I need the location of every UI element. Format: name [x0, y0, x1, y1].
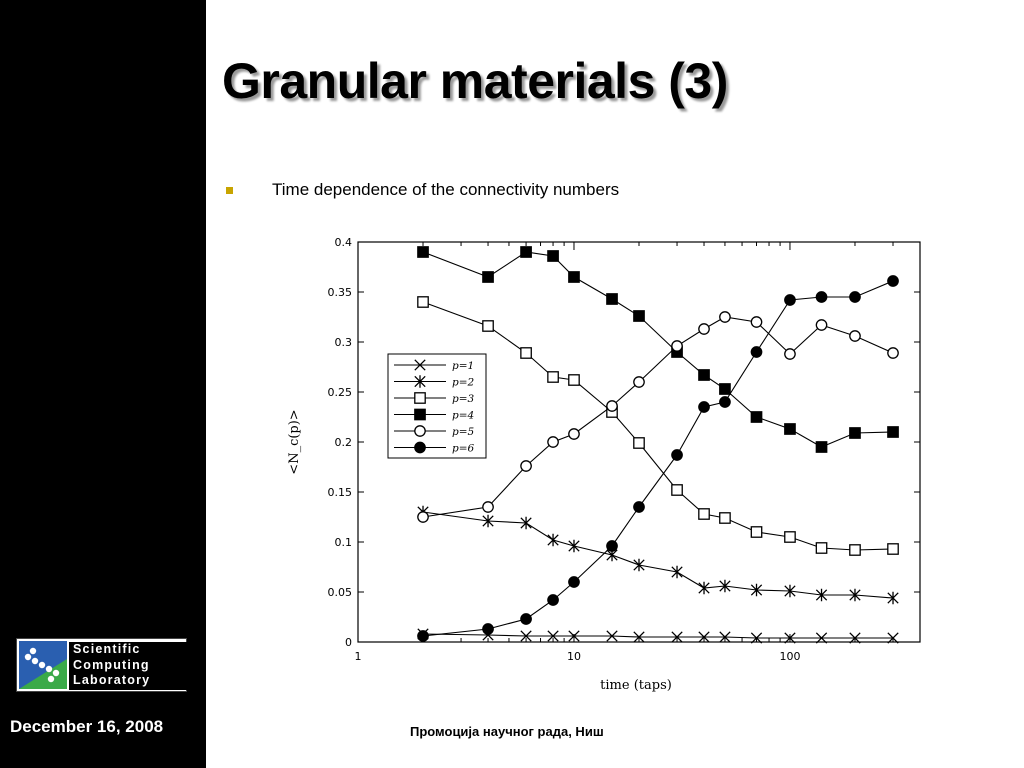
data-point-p=6 [888, 276, 898, 286]
logo-line-3: Laboratory [73, 673, 151, 687]
data-point-p=3 [720, 513, 730, 523]
data-point-p=4 [418, 247, 428, 257]
data-point-p=4 [720, 384, 730, 394]
y-tick-label: 0.3 [334, 336, 352, 349]
data-point-p=5 [699, 324, 709, 334]
data-point-p=5 [816, 320, 826, 330]
data-point-p=3 [418, 297, 428, 307]
legend-marker-p=5 [415, 426, 425, 436]
data-point-p=3 [569, 375, 579, 385]
x-axis-label: time (taps) [600, 678, 672, 693]
data-point-p=3 [483, 321, 493, 331]
data-point-p=5 [569, 429, 579, 439]
data-point-p=5 [483, 502, 493, 512]
legend-marker-p=4 [415, 409, 425, 419]
x-tick-label: 1 [354, 650, 362, 663]
data-point-p=4 [699, 370, 709, 380]
data-point-p=6 [699, 402, 709, 412]
y-tick-label: 0.1 [334, 536, 352, 549]
data-point-p=4 [483, 272, 493, 282]
data-point-p=6 [751, 347, 761, 357]
data-point-p=6 [548, 595, 558, 605]
slide-footer: Промоција научног рада, Ниш [410, 724, 604, 739]
data-point-p=5 [521, 461, 531, 471]
y-tick-label: 0.4 [334, 236, 352, 249]
data-point-p=3 [634, 438, 644, 448]
data-point-p=4 [569, 272, 579, 282]
data-point-p=6 [850, 292, 860, 302]
data-point-p=6 [483, 624, 493, 634]
slide-title: Granular materials (3) [222, 53, 728, 109]
slide-date: December 16, 2008 [10, 717, 164, 736]
data-point-p=3 [751, 527, 761, 537]
data-point-p=6 [785, 295, 795, 305]
data-point-p=4 [888, 427, 898, 437]
x-tick-label: 100 [779, 650, 801, 663]
y-tick-label: 0.35 [327, 286, 352, 299]
x-tick-label: 10 [566, 650, 581, 663]
data-point-p=6 [521, 614, 531, 624]
data-point-p=3 [850, 545, 860, 555]
y-axis-label: <N_c(p)> [287, 409, 302, 475]
chart-legend [388, 354, 486, 458]
data-point-p=3 [816, 543, 826, 553]
y-tick-label: 0.05 [327, 586, 352, 599]
data-point-p=4 [850, 428, 860, 438]
data-point-p=6 [720, 397, 730, 407]
data-point-p=5 [850, 331, 860, 341]
y-tick-label: 0 [345, 636, 352, 649]
data-point-p=5 [607, 401, 617, 411]
data-point-p=4 [607, 294, 617, 304]
legend-label: p=5 [452, 426, 475, 438]
bullet-marker-icon [226, 187, 233, 194]
legend-marker-p=3 [415, 393, 425, 403]
logo-text [69, 642, 187, 690]
data-point-p=4 [785, 424, 795, 434]
data-point-p=6 [569, 577, 579, 587]
connectivity-chart [287, 228, 944, 696]
data-point-p=5 [672, 341, 682, 351]
lab-logo [16, 638, 187, 692]
data-point-p=6 [607, 541, 617, 551]
y-tick-label: 0.15 [327, 486, 352, 499]
bullet-text: Time dependence of the connectivity numbers [272, 180, 620, 199]
y-tick-label: 0.25 [327, 386, 352, 399]
data-point-p=4 [751, 412, 761, 422]
data-point-p=5 [418, 512, 428, 522]
data-point-p=3 [521, 348, 531, 358]
data-point-p=4 [816, 442, 826, 452]
data-point-p=5 [634, 377, 644, 387]
legend-label: p=4 [452, 409, 475, 422]
data-point-p=5 [751, 317, 761, 327]
data-point-p=6 [816, 292, 826, 302]
data-point-p=5 [720, 312, 730, 322]
sidebar [0, 0, 206, 768]
data-point-p=5 [548, 437, 558, 447]
legend-label: p=6 [452, 442, 475, 455]
data-point-p=6 [672, 450, 682, 460]
legend-label: p=2 [452, 376, 475, 389]
data-point-p=3 [672, 485, 682, 495]
data-point-p=3 [785, 532, 795, 542]
legend-label: p=1 [452, 360, 475, 372]
data-point-p=3 [699, 509, 709, 519]
data-point-p=6 [634, 502, 644, 512]
data-point-p=4 [548, 251, 558, 261]
data-point-p=5 [785, 349, 795, 359]
legend-label: p=3 [452, 393, 475, 405]
data-point-p=4 [634, 311, 644, 321]
data-point-p=3 [548, 372, 558, 382]
data-point-p=4 [521, 247, 531, 257]
logo-line-1: Scientific [73, 642, 141, 656]
logo-line-2: Computing [73, 657, 150, 672]
y-tick-label: 0.2 [334, 436, 352, 449]
data-point-p=6 [418, 631, 428, 641]
logo-mark-icon [19, 641, 67, 689]
data-point-p=3 [888, 544, 898, 554]
data-point-p=5 [888, 348, 898, 358]
legend-marker-p=6 [415, 442, 425, 452]
